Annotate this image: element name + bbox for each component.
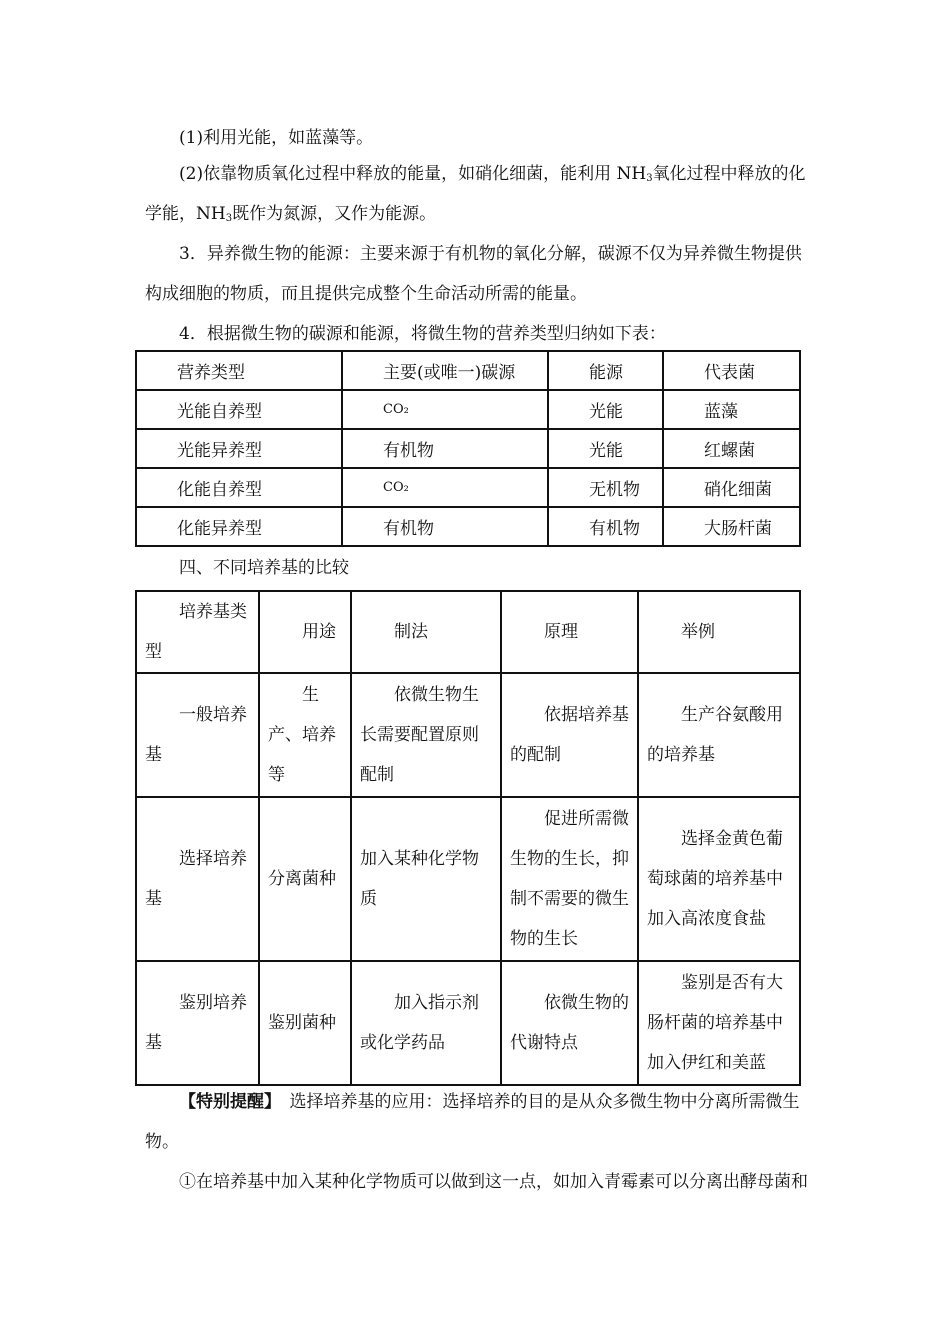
cell-text: 加入某种化学物质 (360, 849, 479, 909)
table-row (136, 961, 800, 1085)
cell-text: 鉴别菌种 (268, 1013, 336, 1033)
table-cell: 硝化细菌 (663, 468, 800, 507)
cell-text: 生产、培养等 (268, 685, 336, 785)
table-cell: 有机物 (342, 507, 548, 546)
table-header-cell (501, 591, 638, 673)
paragraph-text: 3．异养微生物的能源：主要来源于有机物的氧化分解，碳源不仅为异养微生物提供构成细胞的物质，而且提供完成整个生命活动所需的能量。 (145, 244, 802, 304)
cell-text: 选择培养基 (145, 849, 247, 909)
table-cell: 无机物 (548, 468, 663, 507)
subscript: 3 (225, 213, 233, 224)
table-cell: CO₂ (342, 390, 548, 429)
table-cell (638, 673, 800, 797)
table-cell (259, 797, 351, 961)
cell-text: 原理 (544, 622, 578, 642)
paragraph-heterotroph-energy (145, 234, 810, 314)
table-cell (136, 961, 259, 1085)
table-cell: 大肠杆菌 (663, 507, 800, 546)
table-header-cell: 能源 (548, 351, 663, 390)
table-header-cell (638, 591, 800, 673)
cell-text: 生产谷氨酸用的培养基 (647, 705, 783, 765)
table-cell: 蓝藻 (663, 390, 800, 429)
table-row (136, 468, 800, 507)
table-cell (351, 961, 501, 1085)
cell-text: 鉴别培养基 (145, 993, 247, 1053)
paragraph-text: 4．根据微生物的碳源和能源，将微生物的营养类型归纳如下表： (179, 324, 666, 344)
table-cell (136, 673, 259, 797)
table-cell: 光能异养型 (136, 429, 342, 468)
paragraph-special-tip (145, 1082, 810, 1162)
paragraph-table-intro (145, 314, 810, 354)
tip-label: 【特别提醒】 (179, 1092, 273, 1112)
table-cell (351, 673, 501, 797)
cell-text: 依微生物生长需要配置原则配制 (360, 685, 479, 785)
table-cell (501, 961, 638, 1085)
table-row (136, 507, 800, 546)
table-header-cell (351, 591, 501, 673)
cell-text: 分离菌种 (268, 869, 336, 889)
cell-text: 鉴别是否有大肠杆菌的培养基中加入伊红和美蓝 (647, 973, 783, 1073)
paragraph-text: ①在培养基中加入某种化学物质可以做到这一点，如加入青霉素可以分离出酵母菌和 (179, 1172, 808, 1192)
table-header-cell: 营养类型 (136, 351, 342, 390)
table-cell (501, 797, 638, 961)
table-row (136, 673, 800, 797)
medium-comparison-table (135, 590, 801, 1086)
paragraph-phototroph (145, 118, 810, 158)
table-cell: 化能异养型 (136, 507, 342, 546)
table-cell: 化能自养型 (136, 468, 342, 507)
table-row (136, 797, 800, 961)
table-cell: CO₂ (342, 468, 548, 507)
cell-text: 制法 (394, 622, 428, 642)
table-cell (259, 673, 351, 797)
paragraph-text: 选择培养基的应用：选择培养的目的是从众多微生物中分离所需微生物。 (145, 1092, 800, 1152)
table-header-row (136, 591, 800, 673)
table-cell: 光能 (548, 429, 663, 468)
table-cell (501, 673, 638, 797)
table-cell: 光能 (548, 390, 663, 429)
cell-text: 依微生物的代谢特点 (510, 993, 629, 1053)
table-cell: 红螺菌 (663, 429, 800, 468)
paragraph-chemotroph (145, 154, 810, 234)
cell-text: 选择金黄色葡萄球菌的培养基中加入高浓度食盐 (647, 829, 783, 929)
paragraph-text: (2)依靠物质氧化过程中释放的能量，如硝化细菌，能利用 NH (179, 164, 647, 184)
table-cell: 光能自养型 (136, 390, 342, 429)
table-cell (259, 961, 351, 1085)
table-cell (351, 797, 501, 961)
cell-text: 一般培养基 (145, 705, 247, 765)
table-header-cell (259, 591, 351, 673)
cell-text: 用途 (302, 622, 336, 642)
paragraph-text: 氧化过程中释放的化学能，NH (145, 164, 806, 224)
table-cell (638, 797, 800, 961)
table-row (136, 390, 800, 429)
table-cell (136, 797, 259, 961)
paragraph-text: (1)利用光能，如蓝藻等。 (179, 128, 374, 148)
cell-text: 举例 (681, 622, 715, 642)
cell-text: 加入指示剂或化学药品 (360, 993, 479, 1053)
paragraph-text: 既作为氮源，又作为能源。 (232, 204, 437, 224)
table-header-cell (136, 591, 259, 673)
cell-text: 依据培养基的配制 (510, 705, 629, 765)
table-cell: 有机物 (548, 507, 663, 546)
table-row (136, 429, 800, 468)
table-cell: 有机物 (342, 429, 548, 468)
cell-text: 促进所需微生物的生长，抑制不需要的微生物的生长 (510, 809, 629, 949)
nutrition-type-table (135, 350, 801, 547)
section-heading: 四、不同培养基的比较 (179, 558, 349, 578)
table-header-row (136, 351, 800, 390)
table-cell (638, 961, 800, 1085)
subscript: 3 (646, 173, 653, 184)
table-header-cell: 主要(或唯一)碳源 (342, 351, 548, 390)
paragraph-selection-example (145, 1162, 810, 1202)
cell-text: 培养基类型 (145, 602, 247, 662)
table-header-cell: 代表菌 (663, 351, 800, 390)
